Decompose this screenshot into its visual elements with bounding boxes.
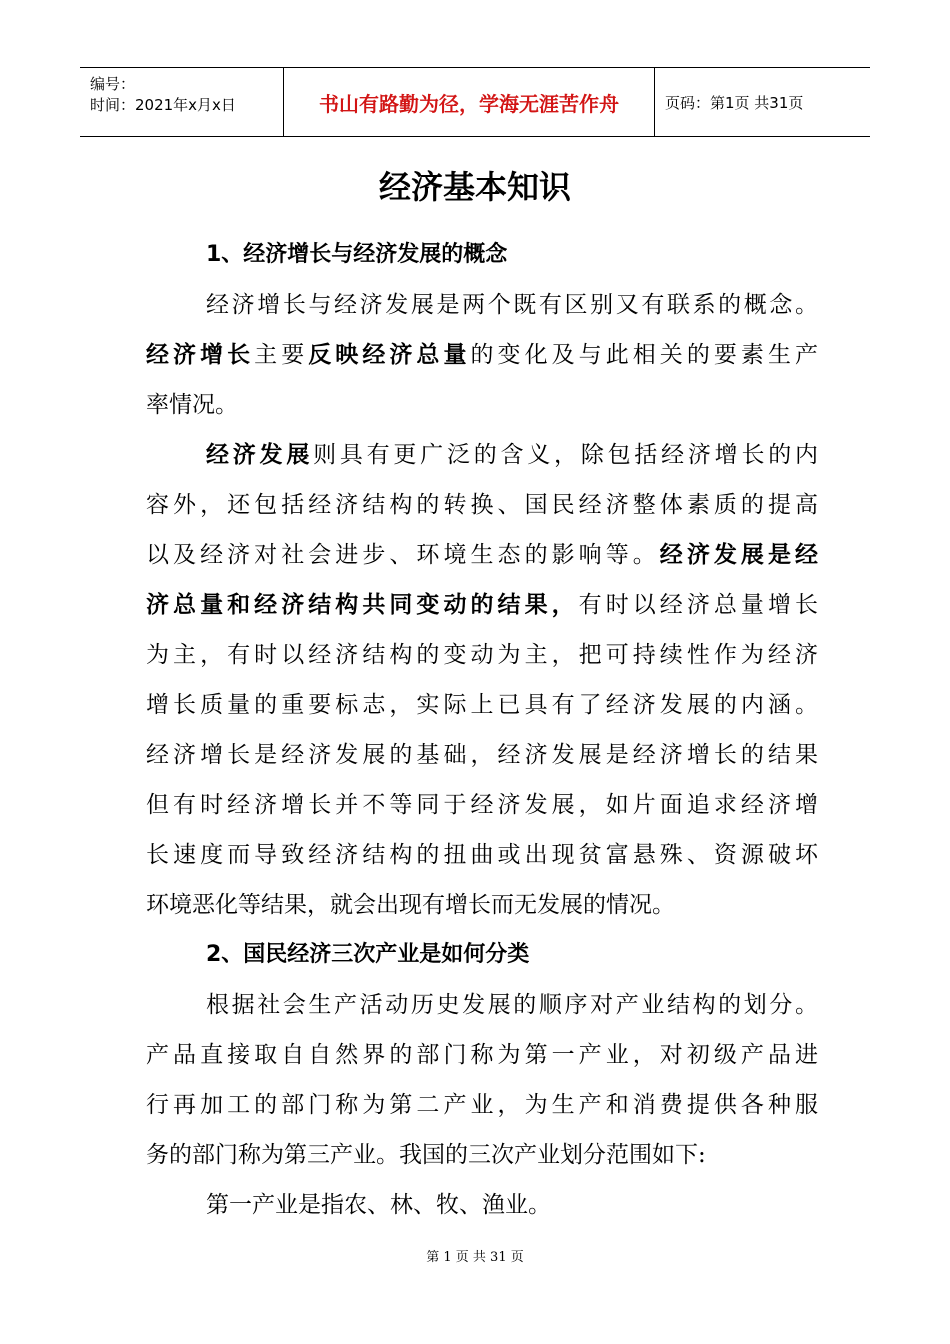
paragraph-line: 务的部门称为第三产业。我国的三次产业划分范围如下:	[146, 1142, 706, 1168]
paragraph-text: 有时以经济总量增长	[578, 592, 818, 618]
paragraph-text: 的变化及与此相关的要素生产	[470, 342, 818, 368]
bold-term: 济总量和经济结构共同变动的结果，	[146, 592, 579, 618]
page-footer: 第 1 页 共 31 页	[426, 1250, 524, 1265]
paragraph-line: 经济增长与经济发展是两个既有区别又有联系的概念。	[206, 292, 818, 318]
paragraph-line	[146, 330, 818, 380]
paragraph-text: 以及经济对社会进步、环境生态的影响等。	[146, 542, 660, 568]
paragraph-line: 增长质量的重要标志，实际上已具有了经济发展的内涵。	[146, 692, 818, 718]
bold-term: 反映经济总量	[308, 342, 471, 368]
page-header	[80, 67, 870, 137]
paragraph-line: 经济增长是经济发展的基础，经济发展是经济增长的结果	[146, 742, 818, 768]
document-title: 经济基本知识	[378, 168, 571, 206]
document-body	[146, 230, 818, 1230]
paragraph-line	[146, 430, 818, 480]
bold-term: 经济发展是经	[659, 542, 818, 568]
paragraph-line: 产品直接取自自然界的部门称为第一产业，对初级产品进	[146, 1042, 818, 1068]
bold-term: 经济发展	[206, 442, 314, 468]
header-meta	[80, 68, 283, 136]
bold-term: 经济增长	[146, 342, 255, 368]
paragraph-line: 第一产业是指农、林、牧、渔业。	[206, 1192, 551, 1218]
section-2-heading: 2、国民经济三次产业是如何分类	[206, 942, 530, 967]
paragraph-line	[146, 530, 818, 580]
paragraph-line: 但有时经济增长并不等同于经济发展，如片面追求经济增	[146, 792, 818, 818]
header-page-info: 页码：第1页 共31页	[665, 93, 804, 112]
document-number-label: 编号：	[90, 75, 136, 93]
paragraph-text: 则具有更广泛的含义，除包括经济增长的内	[313, 442, 818, 468]
paragraph-line: 率情况。	[146, 392, 238, 418]
paragraph-line: 行再加工的部门称为第二产业，为生产和消费提供各种服	[146, 1092, 818, 1118]
paragraph-line: 容外，还包括经济结构的转换、国民经济整体素质的提高	[146, 492, 818, 518]
paragraph-line: 长速度而导致经济结构的扭曲或出现贫富悬殊、资源破坏	[146, 842, 818, 868]
section-1-heading: 1、经济增长与经济发展的概念	[206, 242, 508, 267]
paragraph-line	[146, 580, 818, 630]
paragraph-line: 根据社会生产活动历史发展的顺序对产业结构的划分。	[206, 992, 818, 1018]
header-motto: 书山有路勤为径，学海无涯苦作舟	[283, 68, 655, 136]
paragraph-line: 环境恶化等结果，就会出现有增长而无发展的情况。	[146, 892, 675, 918]
paragraph-text: 主要	[254, 342, 309, 368]
paragraph-line: 为主，有时以经济结构的变动为主，把可持续性作为经济	[146, 642, 818, 668]
document-time-label: 时间：2021年x月x日	[90, 96, 236, 114]
